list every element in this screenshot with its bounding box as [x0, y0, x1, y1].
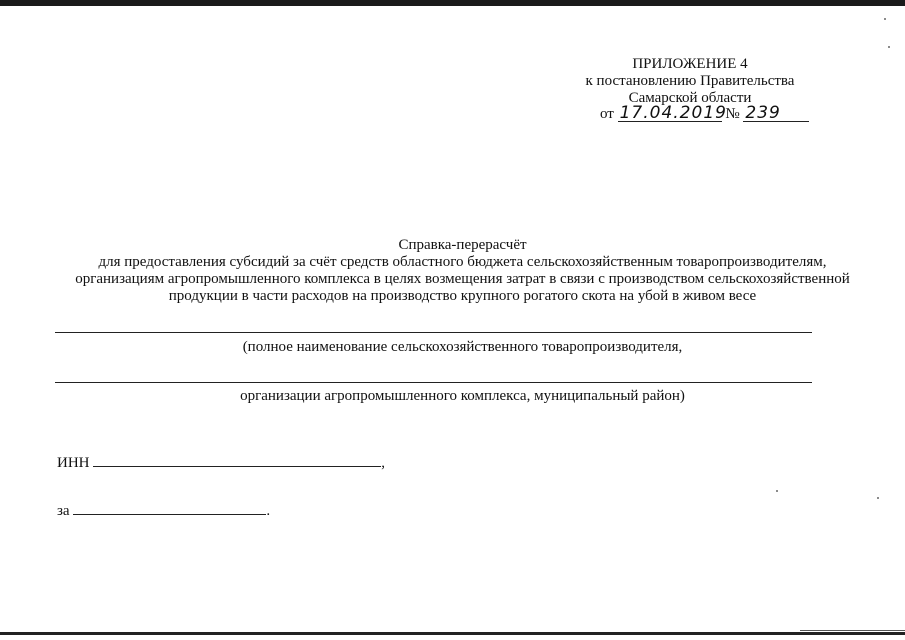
scan-speck [888, 46, 890, 48]
inn-blank[interactable] [93, 452, 381, 467]
scan-speck [884, 18, 886, 20]
appendix-line-resolution: к постановлению Правительства [585, 73, 795, 89]
appendix-block [560, 56, 820, 107]
bottom-border-rule [0, 632, 905, 635]
period-field [57, 500, 270, 520]
number-label: № [725, 106, 740, 122]
subtitle-line: организациям агропромышленного комплекса в целях возмещения затрат в связи с производством сельскохозяйственной [75, 271, 850, 287]
producer-name-caption: (полное наименование сельскохозяйственного товаропроизводителя, [242, 339, 683, 355]
period-end: . [266, 503, 271, 519]
from-label: от [600, 106, 614, 122]
organization-caption: организации агропромышленного комплекса, муниципальный район) [240, 388, 685, 404]
inn-end: , [381, 455, 385, 471]
subtitle-line: продукции в части расходов на производство крупного рогатого скота на убой в живом весе [168, 288, 757, 304]
appendix-line-region: Самарской области [628, 90, 752, 106]
subtitle-line: для предоставления субсидий за счёт средств областного бюджета сельскохозяйственным товаропроизводителям, [98, 254, 827, 270]
document-heading [40, 237, 885, 305]
scan-speck [877, 497, 879, 499]
inn-field [57, 452, 385, 472]
top-border-rule [0, 0, 905, 6]
organization-line[interactable] [55, 382, 812, 383]
handwritten-number: 239 [743, 105, 809, 122]
document-title: Справка-перерасчёт [398, 237, 527, 253]
period-label: за [57, 503, 70, 519]
inn-label: ИНН [57, 455, 90, 471]
period-blank[interactable] [73, 500, 266, 515]
bottom-border-rule-thin [800, 630, 905, 631]
producer-name-line[interactable] [55, 332, 812, 333]
resolution-date-line [600, 105, 809, 123]
handwritten-date: 17.04.2019 [619, 103, 727, 123]
scan-speck [776, 490, 778, 492]
appendix-title: ПРИЛОЖЕНИЕ 4 [632, 56, 748, 72]
